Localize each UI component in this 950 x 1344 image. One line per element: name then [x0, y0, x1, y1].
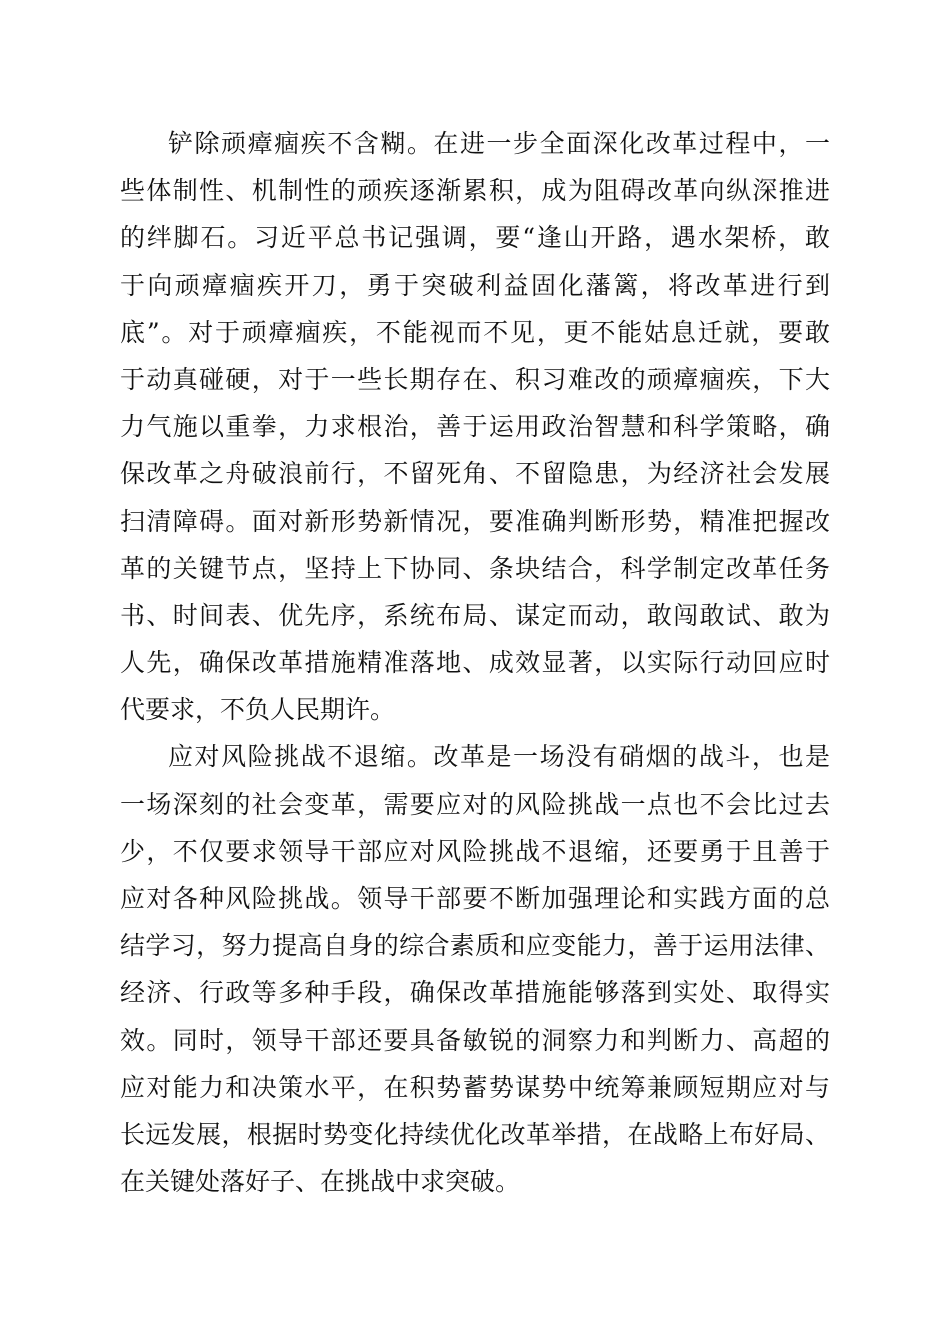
text-line: 应对能力和决策水平，在积势蓄势谋势中统筹兼顾短期应对与 — [120, 1072, 830, 1102]
paragraph-2 — [120, 733, 830, 1205]
text-line: 应对各种风险挑战。领导干部要不断加强理论和实践方面的总 — [120, 884, 830, 913]
text-line: 结学习，努力提高自身的综合素质和应变能力，善于运用法律、 — [120, 931, 830, 961]
text-line: 于动真碰硬，对于一些长期存在、积习难改的顽瘴痼疾，下大 — [120, 364, 830, 394]
text-line: 少，不仅要求领导干部应对风险挑战不退缩，还要勇于且善于 — [120, 836, 830, 866]
text-line: 书、时间表、优先序，系统布局、谋定而动，敢闯敢试、敢为 — [120, 600, 830, 630]
text-line: 保改革之舟破浪前行，不留死角、不留隐患，为经济社会发展 — [120, 459, 830, 489]
text-line: 一场深刻的社会变革，需要应对的风险挑战一点也不会比过去 — [120, 789, 830, 819]
text-line: 人先，确保改革措施精准落地、成效显著，以实际行动回应时 — [120, 648, 830, 678]
text-line: 于向顽瘴痼疾开刀，勇于突破利益固化藩篱，将改革进行到 — [120, 270, 830, 300]
text-line: 在关键处落好子、在挑战中求突破。 — [120, 1167, 521, 1197]
document-body — [120, 120, 830, 1205]
text-line: 铲除顽瘴痼疾不含糊。在进一步全面深化改革过程中，一 — [168, 129, 830, 158]
text-line: 效。同时，领导干部还要具备敏锐的洞察力和判断力、高超的 — [120, 1025, 830, 1055]
text-line: 长远发展，根据时势变化持续优化改革举措，在战略上布好局、 — [120, 1119, 830, 1149]
text-line: 代要求，不负人民期许。 — [120, 695, 396, 725]
text-line: 力气施以重拳，力求根治，善于运用政治智慧和科学策略，确 — [120, 412, 830, 442]
text-line: 扫清障碍。面对新形势新情况，要准确判断形势，精准把握改 — [120, 506, 830, 536]
text-line: 应对风险挑战不退缩。改革是一场没有硝烟的战斗，也是 — [168, 742, 830, 772]
text-line: 些体制性、机制性的顽疾逐渐累积，成为阻碍改革向纵深推进 — [120, 176, 830, 206]
text-line: 的绊脚石。习近平总书记强调，要“逢山开路，遇水架桥，敢 — [120, 223, 830, 253]
paragraph-1 — [120, 120, 830, 733]
text-line: 底”。对于顽瘴痼疾，不能视而不见，更不能姑息迁就，要敢 — [120, 317, 830, 347]
text-line: 革的关键节点，坚持上下协同、条块结合，科学制定改革任务 — [120, 553, 830, 583]
text-line: 经济、行政等多种手段，确保改革措施能够落到实处、取得实 — [120, 978, 830, 1008]
